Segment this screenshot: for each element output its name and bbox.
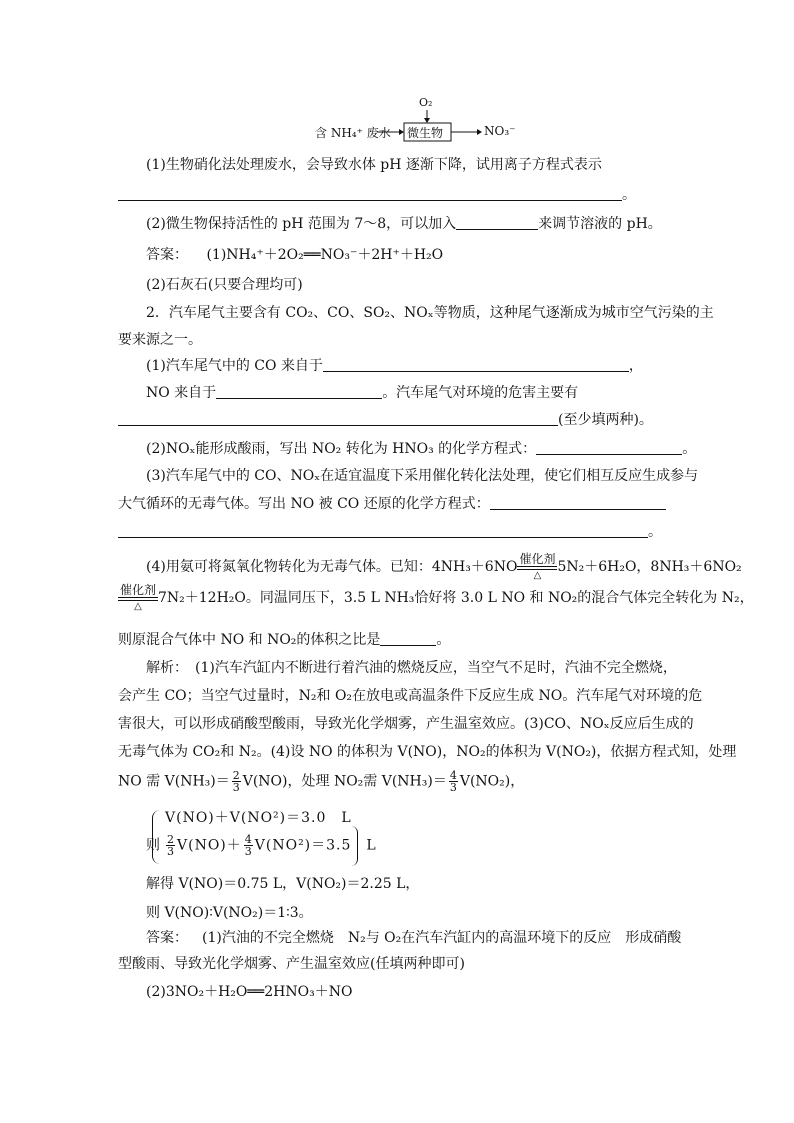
analysis-l1-text: 解析： (1)汽车汽缸内不断进行着汽油的燃烧反应，当空气不足时，汽油不完全燃烧， [146,660,677,676]
heat-icon-2: △ [134,601,142,612]
q2-p2-blank[interactable] [536,440,682,455]
analysis-l2 [118,686,702,706]
q1-part2-text-b: 来调节溶液的 pH。 [538,216,662,232]
analysis-ratio [146,903,313,923]
analysis-l5 [118,770,524,793]
q2-p1-b-text: NO 来自于 [146,385,217,401]
q2-p4-b [118,583,754,613]
q2-p3-a-text: (3)汽车尾气中的 CO、NOₓ在适宜温度下采用催化转化法处理，使它们相互反应生成参与 [146,468,699,484]
catalyst-condition-2 [118,583,158,613]
analysis-l2-text: 会产生 CO；当空气过量时，N₂和 O₂在放电或高温条件下反应生成 NO。汽车尾气对环境的危 [118,688,703,704]
answer-label: 答案： [146,247,188,263]
q2-p4-c-end: 。 [436,632,451,648]
q1-part1-text: (1)生物硝化法处理废水，会导致水体 pH 逐渐下降，试用离子方程式表示 [146,157,602,173]
fraction-denominator-4: 3 [244,845,252,858]
q2-intro-2-text: 要来源之一。 [118,332,202,348]
q2-p4-a-text: (4)用氨可将氮氧化物转化为无毒气体。已知：4NH₃＋6NO [146,559,518,575]
q2-intro-2 [118,330,202,350]
q2-p3-b-blank[interactable] [490,495,666,510]
q1-part1-blank[interactable] [118,186,622,201]
system-prefix: 则 [146,837,160,854]
fraction-denominator: 3 [232,781,240,794]
q1-part2 [146,214,662,234]
heat-icon: △ [533,570,542,581]
product-label: NO₃⁻ [484,124,516,138]
analysis-ratio-text: 则 V(NO)∶V(NO₂)＝1∶3。 [146,905,313,921]
answer2-l1-text: (1)汽油的不完全燃烧 N₂与 O₂在汽车汽缸内的高温环境下的反应 形成硝酸 [202,930,682,946]
q1-answer-1: (1)NH₄⁺＋2O₂══NO₃⁻＋2H⁺＋H₂O [206,247,444,263]
analysis-l4-text: 无毒气体为 CO₂和 N₂。(4)设 NO 的体积为 V(NO)，NO₂的体积为 V(NO₂)，依据方程式知，处理 [118,744,737,760]
q1-answer-2 [146,275,303,295]
q2-p1-a-end: ， [628,358,643,374]
q1-part2-blank[interactable] [456,215,538,230]
q1-part1 [146,155,602,175]
q2-p2-end: 。 [682,441,697,457]
analysis-solve [146,874,419,894]
q2-p1-a-text: (1)汽车尾气中的 CO 来自于 [146,358,323,374]
q1-part1-answer-line [118,185,636,205]
source-label: 含 NH₄⁺ 废水 [315,126,391,140]
fraction-4-3 [449,770,458,793]
analysis-l5-a: NO 需 V(NH₃)＝ [118,773,230,790]
q2-p4-blank[interactable] [380,631,436,646]
catalyst-label: 催化剂 [519,552,556,566]
q2-p3-b [118,494,666,514]
fraction-2-3-b [166,834,175,857]
answer2-label: 答案： [146,930,188,946]
answer2-l3-text: (2)3NO₂＋H₂O══2HNO₃＋NO [146,984,353,1000]
system-eq-1-text: V(NO)＋V(NO²)＝3.0 L [165,810,352,826]
fraction-2-3 [232,770,241,793]
o2-label: O₂ [419,96,433,109]
q1-answer-2-text: (2)石灰石(只要合理均可) [146,277,303,293]
nitrification-flow-diagram [315,96,515,146]
answer2-l3 [146,982,352,1002]
system-eq-2-b: V(NO)＋ [177,837,242,854]
q2-p4-c [118,630,450,650]
q2-intro-1-text: 2．汽车尾气主要含有 CO₂、CO、SO₂、NOₓ等物质，这种尾气逐渐成为城市空气污染的主 [146,305,714,321]
system-eq-2-c: V(NO²)＝3.5 L [254,837,377,854]
q2-p1-b [146,383,578,403]
q2-p4-a [146,552,742,582]
q2-p1-a-blank[interactable] [323,357,629,372]
q2-p3-a [146,466,698,486]
answer2-l2-text: 型酸雨、导致光化学烟雾、产生温室效应(任填两种即可) [118,956,465,972]
q2-p1-c-end: (至少填两种)。 [558,412,653,428]
q2-p4-a-tail: 5N₂＋6H₂O，8NH₃＋6NO₂ [557,559,742,575]
system-eq-2 [146,834,377,857]
fraction-denominator-2: 3 [449,781,457,794]
q2-p1-c [118,410,653,430]
analysis-l4 [118,742,736,762]
q2-p3-c-blank[interactable] [118,523,648,538]
microbe-box-label: 微生物 [407,126,444,140]
analysis-l3-text: 害很大，可以形成硝酸型酸雨，导致光化学烟雾，产生温室效应。(3)CO、NOₓ反应后生成的 [118,716,694,732]
analysis-l5-c: V(NO₂)， [459,773,525,790]
q2-p2-text: (2)NOₓ能形成酸雨，写出 NO₂ 转化为 HNO₃ 的化学方程式： [146,441,537,457]
q2-p1-a [146,356,643,376]
fraction-4-3-b [244,834,253,857]
fraction-numerator: 2 [232,769,240,782]
analysis-l1 [146,658,677,678]
catalyst-condition [517,552,557,582]
q2-intro-1 [146,303,714,323]
answer2-l1 [146,928,681,948]
fraction-numerator-3: 2 [167,833,174,846]
q1-part1-end: 。 [622,187,636,203]
answer2-l2 [118,954,465,974]
q2-p3-b-text: 大气循环的无毒气体。写出 NO 被 CO 还原的化学方程式： [118,496,490,512]
analysis-solve-text: 解得 V(NO)＝0.75 L，V(NO₂)＝2.25 L， [146,876,420,892]
q2-p3-c [118,522,662,542]
fraction-numerator-4: 4 [244,833,252,846]
fraction-denominator-3: 3 [167,845,174,858]
fraction-numerator-2: 4 [449,769,457,782]
q2-p1-b-blank[interactable] [216,384,382,399]
q1-answer [146,245,443,265]
system-eq-1 [165,808,352,828]
q2-p2 [146,439,696,459]
q2-p1-b-end: 。汽车尾气对环境的危害主要有 [382,385,579,401]
q2-p1-c-blank[interactable] [118,411,558,426]
analysis-l3 [118,714,694,734]
q1-part2-text-a: (2)微生物保持活性的 pH 范围为 7～8，可以加入 [146,216,457,232]
q2-p3-end: 。 [648,524,662,540]
analysis-l5-b: V(NO)，处理 NO₂需 V(NH₃)＝ [242,773,447,790]
catalyst-label-2: 催化剂 [119,583,156,597]
q2-p4-c-text: 则原混合气体中 NO 和 NO₂的体积之比是 [118,632,381,648]
q2-p4-b-text: 7N₂＋12H₂O。同温同压下，3.5 L NH₃恰好将 3.0 L NO 和 NO₂的混合气体完全转化为 N₂， [158,590,754,606]
